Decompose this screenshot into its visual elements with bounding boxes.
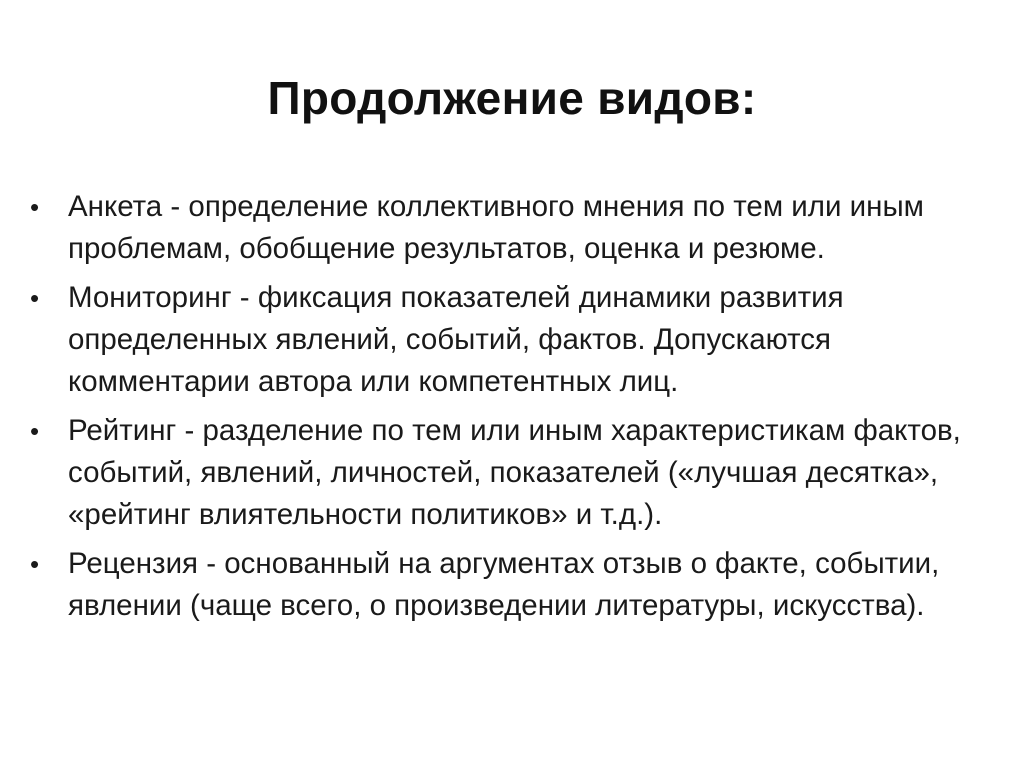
- bullet-icon: •: [30, 192, 40, 222]
- list-item-text: Анкета - определение коллективного мнения по тем или иным проблемам, обобщение результатов, оценка и резюме.: [68, 190, 924, 265]
- slide-title: Продолжение видов:: [267, 72, 757, 124]
- list-item: [30, 186, 990, 270]
- bullet-list: [30, 186, 990, 634]
- bullet-icon: •: [30, 283, 40, 313]
- list-item: [30, 543, 990, 627]
- list-item-text: Рейтинг - разделение по тем или иным характеристикам фактов, событий, явлений, личностей, показателей («лучшая десятка», «рейтинг влиятельности политиков» и т.д.).: [68, 414, 961, 531]
- list-item-text: Мониторинг - фиксация показателей динамики развития определенных явлений, событий, фактов. Допускаются комментарии автора или компетентных лиц.: [68, 281, 844, 398]
- list-item: [30, 277, 990, 403]
- list-item-text: Рецензия - основанный на аргументах отзыв о факте, событии, явлении (чаще всего, о произведении литературы, искусства).: [68, 547, 940, 622]
- bullet-icon: •: [30, 416, 40, 446]
- list-item: [30, 410, 990, 536]
- bullet-icon: •: [30, 549, 40, 579]
